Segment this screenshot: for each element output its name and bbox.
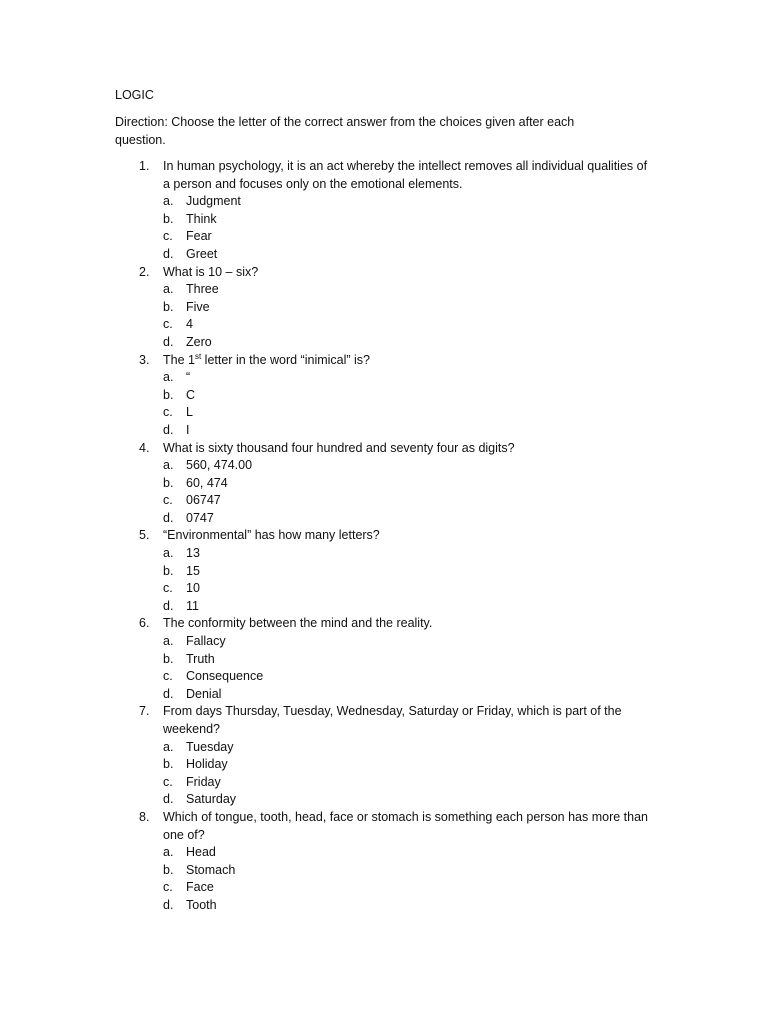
question-text: “Environmental” has how many letters? xyxy=(163,528,380,543)
choice-letter: c. xyxy=(163,493,173,508)
choice-letter: d. xyxy=(163,510,174,525)
choice-text: L xyxy=(186,405,193,420)
choice-letter: b. xyxy=(163,862,174,877)
question-number: 1. xyxy=(139,159,150,173)
page-title: LOGIC xyxy=(115,88,154,102)
question-text: Which of tongue, tooth, head, face or stomach is something each person has more than one of? xyxy=(163,809,649,842)
question-item xyxy=(115,809,655,915)
question-text-end: letter in the word “inimical” is? xyxy=(201,352,371,367)
choice-letter: b. xyxy=(163,387,174,402)
choice-letter: a. xyxy=(163,370,174,385)
choice-list xyxy=(163,369,655,439)
choice-item xyxy=(163,422,655,440)
question-text: From days Thursday, Tuesday, Wednesday, Saturday or Friday, which is part of the weekend? xyxy=(163,704,622,736)
question-number: 7. xyxy=(139,704,150,719)
question-number: 5. xyxy=(139,528,150,543)
question-item xyxy=(115,158,655,264)
choice-text: Greet xyxy=(186,246,218,261)
choice-text: 0747 xyxy=(186,510,214,525)
choice-item xyxy=(163,193,655,211)
choice-item xyxy=(163,774,655,792)
choice-letter: c. xyxy=(163,581,173,596)
question-number: 6. xyxy=(139,616,150,631)
choice-text: Head xyxy=(186,845,216,860)
choice-letter: b. xyxy=(163,211,174,226)
question-number: 8. xyxy=(139,809,150,824)
choice-text: 60, 474 xyxy=(186,475,228,490)
question-item xyxy=(115,703,655,809)
question-text: The conformity between the mind and the reality. xyxy=(163,616,433,631)
question-text-start: The 1 xyxy=(163,352,195,367)
choice-item xyxy=(163,334,655,352)
choice-list xyxy=(163,457,655,527)
choice-text: C xyxy=(186,387,196,402)
choice-text: Face xyxy=(186,880,214,895)
choice-item xyxy=(163,668,655,686)
direction-text: Direction: Choose the letter of the correct answer from the choices given after each question. xyxy=(115,115,575,147)
choice-letter: d. xyxy=(163,246,174,261)
choice-item xyxy=(163,739,655,757)
choice-item xyxy=(163,510,655,528)
choice-text: Consequence xyxy=(186,669,264,684)
choice-list xyxy=(163,844,655,914)
choice-item xyxy=(163,387,655,405)
choice-text: 4 xyxy=(186,317,193,332)
choice-letter: c. xyxy=(163,669,173,684)
choice-item xyxy=(163,844,655,862)
question-text: What is 10 – six? xyxy=(163,264,259,279)
question-text xyxy=(163,352,655,370)
ordinal-superscript: st xyxy=(194,351,202,361)
choice-item xyxy=(163,316,655,334)
choice-text: Tuesday xyxy=(186,739,234,754)
choice-item xyxy=(163,211,655,229)
choice-item xyxy=(163,228,655,246)
choice-letter: a. xyxy=(163,845,174,860)
choice-letter: b. xyxy=(163,299,174,314)
choice-item xyxy=(163,651,655,669)
question-item xyxy=(115,440,655,528)
choice-letter: d. xyxy=(163,792,174,807)
choice-list xyxy=(163,633,655,703)
question-text: In human psychology, it is an act whereby the intellect removes all individual qualities of a person and focuses only on the emotional elements. xyxy=(163,159,648,191)
choice-letter: c. xyxy=(163,229,173,244)
choice-text: Denial xyxy=(186,686,222,701)
choice-list xyxy=(163,739,655,809)
choice-text: Think xyxy=(186,211,217,226)
choice-item xyxy=(163,598,655,616)
choice-letter: d. xyxy=(163,598,174,613)
choice-item xyxy=(163,492,655,510)
choice-text: 11 xyxy=(186,598,199,613)
choice-text: Three xyxy=(186,282,219,297)
choice-letter: a. xyxy=(163,194,174,209)
question-item xyxy=(115,527,655,615)
question-item xyxy=(115,615,655,703)
choice-text: 13 xyxy=(186,546,200,561)
choice-letter: b. xyxy=(163,475,174,490)
choice-letter: c. xyxy=(163,317,173,332)
choice-item xyxy=(163,633,655,651)
choice-item xyxy=(163,457,655,475)
choice-text: Fallacy xyxy=(186,634,226,649)
choice-item xyxy=(163,369,655,387)
choice-item xyxy=(163,475,655,493)
choice-text: I xyxy=(186,422,190,437)
choice-text: Zero xyxy=(186,334,212,349)
choice-item xyxy=(163,281,655,299)
question-number: 3. xyxy=(139,352,150,367)
choice-item xyxy=(163,686,655,704)
choice-text: Truth xyxy=(186,651,215,666)
choice-letter: b. xyxy=(163,563,174,578)
choice-text: Holiday xyxy=(186,757,228,772)
choice-item xyxy=(163,246,655,264)
choice-text: Judgment xyxy=(186,194,241,209)
choice-list xyxy=(163,281,655,351)
choice-text: 560, 474.00 xyxy=(186,458,253,473)
choice-text: 15 xyxy=(186,563,200,578)
choice-letter: c. xyxy=(163,774,173,789)
choice-text: “ xyxy=(186,370,191,385)
choice-item xyxy=(163,580,655,598)
choice-letter: a. xyxy=(163,282,174,297)
choice-text: Stomach xyxy=(186,862,236,877)
question-text: What is sixty thousand four hundred and seventy four as digits? xyxy=(163,440,515,455)
choice-item xyxy=(163,791,655,809)
choice-text: 10 xyxy=(186,581,200,596)
choice-item xyxy=(163,563,655,581)
choice-text: Friday xyxy=(186,774,221,789)
choice-letter: b. xyxy=(163,651,174,666)
choice-text: Saturday xyxy=(186,792,237,807)
choice-letter: d. xyxy=(163,422,174,437)
choice-letter: a. xyxy=(163,634,174,649)
question-item xyxy=(115,352,655,440)
choice-item xyxy=(163,545,655,563)
choice-letter: c. xyxy=(163,880,173,895)
choice-item xyxy=(163,299,655,317)
question-list xyxy=(115,158,655,915)
choice-letter: d. xyxy=(163,686,174,701)
choice-list xyxy=(163,545,655,615)
choice-item xyxy=(163,404,655,422)
question-item xyxy=(115,264,655,352)
choice-letter: c. xyxy=(163,405,173,420)
choice-text: Tooth xyxy=(186,897,217,912)
choice-item xyxy=(163,897,655,915)
choice-letter: a. xyxy=(163,739,174,754)
choice-letter: d. xyxy=(163,334,174,349)
choice-list xyxy=(163,193,655,263)
choice-text: Fear xyxy=(186,229,212,244)
question-number: 2. xyxy=(139,264,150,279)
choice-text: 06747 xyxy=(186,493,221,508)
choice-item xyxy=(163,879,655,897)
choice-letter: a. xyxy=(163,458,174,473)
choice-item xyxy=(163,862,655,880)
choice-letter: a. xyxy=(163,546,174,561)
question-number: 4. xyxy=(139,440,150,455)
choice-letter: b. xyxy=(163,757,174,772)
choice-letter: d. xyxy=(163,897,174,912)
choice-text: Five xyxy=(186,299,210,314)
choice-item xyxy=(163,756,655,774)
